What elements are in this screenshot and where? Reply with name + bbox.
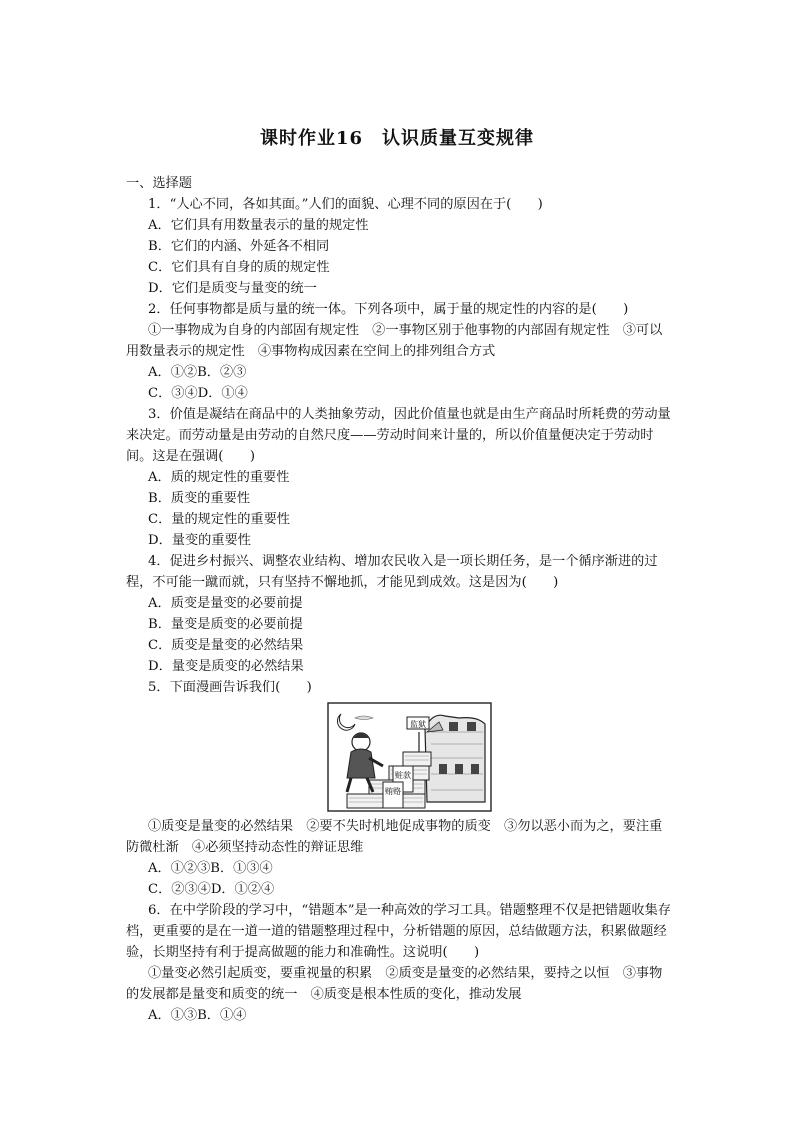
- page-title: 课时作业16 认识质量互变规律: [259, 128, 535, 149]
- cartoon-box-label-2: 贿赂: [385, 787, 401, 796]
- question-2-options-cd: C．③④D．①④: [148, 386, 248, 401]
- question-2-stem: 2．任何事物都是质与量的统一体。下列各项中，属于量的规定性的内容的是( ): [148, 302, 629, 317]
- question-2-options-ab: A．①②B．②③: [148, 365, 247, 380]
- cartoon-drawing: [327, 702, 492, 812]
- question-5-options-ab: A．①②③B．①③④: [148, 861, 273, 876]
- question-3-option-c: C．量的规定性的重要性: [148, 512, 290, 527]
- question-1-option-b: B．它们的内涵、外延各不相同: [148, 239, 330, 254]
- section-heading: 一、选择题: [126, 176, 192, 191]
- question-4-option-a: A．质变是量变的必要前提: [148, 596, 303, 611]
- question-4-option-b: B．量变是质变的必要前提: [148, 617, 303, 632]
- question-1-option-a: A．它们具有用数量表示的量的规定性: [148, 218, 369, 233]
- question-3-option-a: A．质的规定性的重要性: [148, 470, 290, 485]
- question-5-stem: 5．下面漫画告诉我们( ): [148, 680, 312, 695]
- cartoon-image: [327, 702, 492, 812]
- question-2-items: ①一事物成为自身的内部固有规定性 ②一事物区别于他事物的内部固有规定性 ③可以用数量表示的规定性 ④事物构成因素在空间上的排列组合方式: [126, 323, 663, 359]
- question-6-items: ①量变必然引起质变，要重视量的积累 ②质变是量变的必然结果，要持之以恒 ③事物的发展都是量变和质变的统一 ④质变是根本性质的变化，推动发展: [126, 966, 663, 1002]
- question-4-option-d: D．量变是质变的必然结果: [148, 659, 304, 674]
- question-5-options-cd: C．②③④D．①②④: [148, 882, 275, 897]
- question-3-option-d: D．量变的重要性: [148, 533, 251, 548]
- question-4-option-c: C．质变是量变的必然结果: [148, 638, 304, 653]
- question-1-stem: 1．“人心不同，各如其面。”人们的面貌、心理不同的原因在于( ): [148, 197, 543, 212]
- question-1-option-c: C．它们具有自身的质的规定性: [148, 260, 330, 275]
- question-3-option-b: B．质变的重要性: [148, 491, 251, 506]
- question-4-stem: 4．促进乡村振兴、调整农业结构、增加农民收入是一项长期任务，是一个循序渐进的过程，不可能一蹴而就，只有坚持不懈地抓，才能见到成效。这是因为( ): [126, 554, 658, 590]
- question-6-options-ab: A．①③B．①④: [148, 1008, 247, 1023]
- cartoon-sign-label: 监狱: [410, 720, 426, 729]
- question-3-stem: 3．价值是凝结在商品中的人类抽象劳动，因此价值量也就是由生产商品时所耗费的劳动量来决定。而劳动量是由劳动的自然尺度——劳动时间来计量的，所以价值量便决定于劳动时间。这是在强调( ): [126, 407, 671, 464]
- cartoon-box-label-1: 赃款: [395, 771, 411, 780]
- question-list: [126, 173, 674, 1026]
- question-1-option-d: D．它们是质变与量变的统一: [148, 281, 317, 296]
- question-5-items: ①质变是量变的必然结果 ②要不失时机地促成事物的质变 ③勿以恶小而为之，要注重防微杜渐 ④必须坚持动态性的辩证思维: [126, 819, 663, 855]
- question-6-stem: 6．在中学阶段的学习中，“错题本”是一种高效的学习工具。错题整理不仅是把错题收集存档，更重要的是在一道一道的错题整理过程中，分析错题的原因，总结做题方法，积累做题经验，长期坚持有利于提高做题的能力和准确性。这说明( ): [126, 903, 671, 960]
